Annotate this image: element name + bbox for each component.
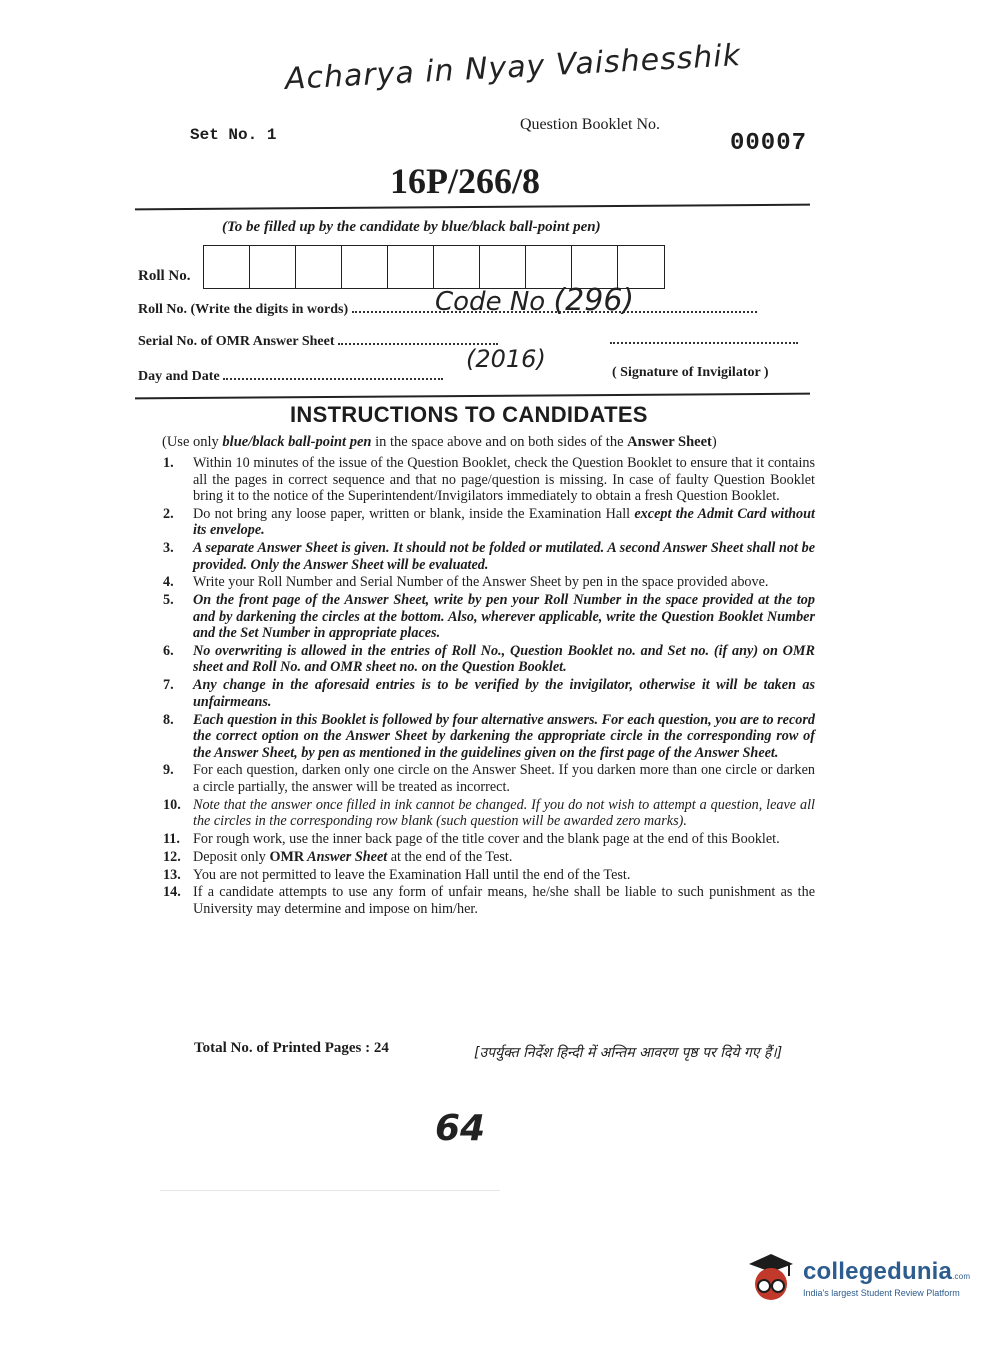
instruction-text-emphasis: Answer Sheet xyxy=(304,848,388,865)
instruction-number: 5. xyxy=(163,592,174,609)
fill-note: (To be filled up by the candidate by blue/black ball-point pen) xyxy=(222,219,601,235)
paper-code: 16P/266/8 xyxy=(390,161,540,201)
instruction-text xyxy=(193,712,815,762)
instruction-item xyxy=(163,506,815,539)
instruction-text xyxy=(193,592,815,642)
signature-label: ( Signature of Invigilator ) xyxy=(612,365,769,380)
use-note-post: ) xyxy=(711,434,717,450)
instruction-item xyxy=(163,712,815,762)
instruction-text-main: You are not permitted to leave the Examination Hall until the end of the Test. xyxy=(193,866,631,883)
instruction-text xyxy=(193,455,815,505)
instruction-text-main: Within 10 minutes of the issue of the Question Booklet, check the Question Booklet to ensure that it contains all the pages in correct sequence and that no page/question is missing. In case of faulty Question Booklet bring it to the notice of the Superintendent/Invigilators immediately to obtain a fresh Question Booklet. xyxy=(193,455,815,504)
use-note-pre: (Use only xyxy=(162,434,223,450)
instruction-text-main: Do not bring any loose paper, written or blank, inside the Examination Hall xyxy=(193,505,635,522)
roll-digit-box[interactable] xyxy=(480,246,526,288)
instruction-text-tail: at the end of the Test. xyxy=(387,848,513,865)
instruction-number: 3. xyxy=(163,540,174,557)
booklet-number-label: Question Booklet No. xyxy=(520,116,660,133)
instruction-text-main: Each question in this Booklet is followed by four alternative answers. For each question, you are to record the correct option on the Answer Sheet by darkening the appropriate circle in the corresponding row of the Answer Sheet, by pen as mentioned in the guidelines given on the first page of the Answer Sheet. xyxy=(193,711,815,761)
hindi-note: [उपर्युक्त निर्देश हिन्दी में अन्तिम आवरण पृष्ठ पर दिये गए हैं।] xyxy=(474,1045,783,1061)
instruction-item xyxy=(163,867,815,884)
roll-digit-box[interactable] xyxy=(204,246,250,288)
instruction-number: 1. xyxy=(163,455,174,471)
instruction-text xyxy=(193,884,815,917)
instruction-number: 2. xyxy=(163,505,174,522)
instruction-number: 13. xyxy=(163,866,181,883)
instruction-item xyxy=(163,831,815,848)
instruction-item xyxy=(163,677,815,710)
instructions-heading: INSTRUCTIONS TO CANDIDATES xyxy=(290,402,648,427)
instruction-text xyxy=(193,574,815,591)
divider xyxy=(135,393,810,400)
date-line[interactable] xyxy=(223,374,443,380)
serial-label: Serial No. of OMR Answer Sheet xyxy=(138,334,335,349)
date-row xyxy=(138,369,443,385)
instruction-number: 9. xyxy=(163,762,174,779)
instruction-text-main: Note that the answer once filled in ink cannot be changed. If you do not wish to attempt a question, leave all the circles in the corresponding row blank (such question will be awarded zero marks). xyxy=(193,796,815,830)
instruction-text-main: For rough work, use the inner back page of the title cover and the blank page at the end of this Booklet. xyxy=(193,830,780,847)
instruction-number: 7. xyxy=(163,677,174,694)
use-note-em: blue/black ball-point pen xyxy=(222,434,372,450)
use-pen-note xyxy=(162,434,822,451)
instruction-text-main: If a candidate attempts to use any form of unfair means, he/she shall be liable to such punishment as the University may determine and impose on him/her. xyxy=(193,884,815,917)
instruction-text xyxy=(193,762,815,795)
instruction-text xyxy=(193,867,815,884)
use-note-bold: Answer Sheet xyxy=(627,434,712,450)
instruction-item xyxy=(163,592,815,642)
roll-digit-box[interactable] xyxy=(388,246,434,288)
brand-tagline: India's largest Student Review Platform xyxy=(803,1288,960,1298)
handwritten-year: (2016) xyxy=(466,345,546,373)
instruction-text-main: On the front page of the Answer Sheet, write by pen your Roll Number in the space provided at the top and by darkening the circles at the bottom. Also, wherever applicable, write the Question Booklet Number and the Set Number in appropriate places. xyxy=(193,592,815,642)
roll-digit-box[interactable] xyxy=(618,246,664,288)
brand-domain: .com xyxy=(952,1272,971,1281)
roll-digit-box[interactable] xyxy=(250,246,296,288)
instruction-text-main: Write your Roll Number and Serial Number of the Answer Sheet by pen in the space provided above. xyxy=(193,574,769,591)
instruction-text xyxy=(193,849,815,866)
instruction-text xyxy=(193,540,815,573)
handwritten-page-number: 64 xyxy=(435,1108,486,1149)
roll-digit-box[interactable] xyxy=(526,246,572,288)
instruction-text-main: No overwriting is allowed in the entries of Roll No., Question Booklet no. and Set no. (if any) on OMR sheet and Roll No. and OMR sheet no. on the Question Booklet. xyxy=(193,642,815,676)
handwritten-title: Acharya in Nyay Vaishesshik xyxy=(284,38,742,97)
divider xyxy=(135,204,810,211)
instruction-text xyxy=(193,677,815,710)
instruction-item xyxy=(163,797,815,830)
instruction-number: 11. xyxy=(163,830,180,847)
roll-digit-box[interactable] xyxy=(342,246,388,288)
set-number: Set No. 1 xyxy=(190,126,277,144)
roll-digit-box[interactable] xyxy=(296,246,342,288)
collegedunia-logo xyxy=(745,1250,970,1306)
instruction-item xyxy=(163,574,815,591)
instruction-text-main: For each question, darken only one circle on the Answer Sheet. If you darken more than one circle or darken a circle partially, the answer will be treated as incorrect. xyxy=(193,762,815,795)
instruction-number: 14. xyxy=(163,884,181,901)
serial-row xyxy=(138,334,498,350)
date-label: Day and Date xyxy=(138,369,220,384)
instruction-number: 4. xyxy=(163,574,174,591)
handwritten-code-note xyxy=(435,283,634,318)
instruction-text xyxy=(193,831,815,848)
total-pages: Total No. of Printed Pages : 24 xyxy=(194,1040,389,1056)
instruction-item xyxy=(163,762,815,795)
instruction-item xyxy=(163,643,815,676)
instruction-number: 6. xyxy=(163,642,174,659)
instruction-number: 8. xyxy=(163,711,174,728)
instruction-item xyxy=(163,849,815,866)
instruction-text xyxy=(193,506,815,539)
instruction-number: 12. xyxy=(163,848,181,865)
brand-name: collegedunia xyxy=(803,1258,953,1285)
roll-digit-box[interactable] xyxy=(434,246,480,288)
instruction-item xyxy=(163,540,815,573)
roll-words-label: Roll No. (Write the digits in words) xyxy=(138,302,349,317)
roll-number-label: Roll No. xyxy=(138,268,191,284)
instruction-item xyxy=(163,884,815,917)
instruction-text-main: Deposit only xyxy=(193,848,270,865)
faint-divider xyxy=(160,1190,500,1191)
instruction-text xyxy=(193,797,815,830)
instruction-list xyxy=(163,455,815,919)
code-note-value: (296) xyxy=(553,283,635,318)
booklet-number: 00007 xyxy=(730,130,808,157)
instruction-text-bold: OMR xyxy=(269,848,305,865)
code-note-text: Code No xyxy=(435,287,546,317)
instruction-text-emphasis: except the Admit Card without its envelope. xyxy=(193,505,815,539)
instruction-number: 10. xyxy=(163,796,181,813)
instruction-text-main: A separate Answer Sheet is given. It should not be folded or mutilated. A second Answer Sheet shall not be provided. Only the Answer Sheet will be evaluated. xyxy=(193,540,815,573)
use-note-mid: in the space above and on both sides of the xyxy=(371,434,628,450)
mascot-icon xyxy=(745,1250,797,1306)
signature-line[interactable] xyxy=(610,342,798,344)
instruction-text-main: Any change in the aforesaid entries is to be verified by the invigilator, otherwise it will be taken as unfairmeans. xyxy=(193,677,815,710)
roll-digit-box[interactable] xyxy=(572,246,618,288)
instruction-text xyxy=(193,643,815,676)
instruction-item xyxy=(163,455,815,505)
